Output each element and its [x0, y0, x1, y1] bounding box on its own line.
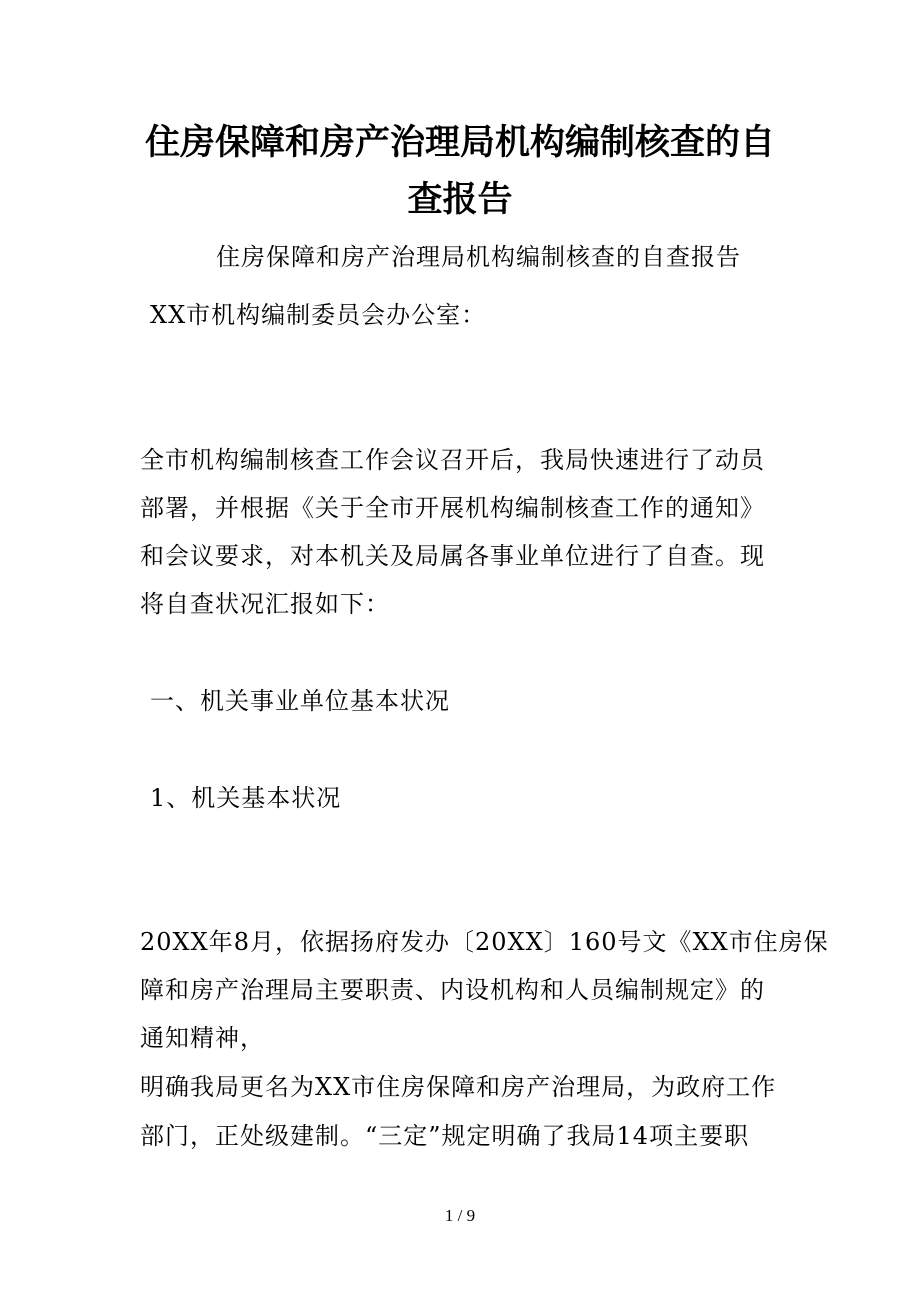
paragraph-2-line-1: 20XX年8月，依据扬府发办〔20XX〕160号文《XX市住房保: [140, 928, 829, 956]
page-number: 1 / 9: [444, 1206, 476, 1225]
document-title-line-1: 住房保障和房产治理局机构编制核查的自: [144, 123, 775, 163]
section-heading: 一、机关事业单位基本状况: [150, 687, 450, 715]
paragraph-3-line-1: 明确我局更名为XX市住房保障和房产治理局，为政府工作: [140, 1073, 777, 1101]
subsection-heading: 1、机关基本状况: [150, 784, 342, 812]
paragraph-1-line-3: 和会议要求，对本机关及局属各事业单位进行了自查。现: [140, 542, 765, 570]
document-title-line-2: 查报告: [407, 180, 513, 220]
paragraph-2-line-2: 障和房产治理局主要职责、内设机构和人员编制规定》的: [140, 976, 765, 1004]
paragraph-1-line-4: 将自查状况汇报如下：: [140, 590, 390, 618]
addressee-line: XX市机构编制委员会办公室：: [150, 301, 487, 329]
paragraph-3-line-2: 部门，正处级建制。“三定”规定明确了我局14项主要职: [140, 1122, 750, 1150]
document-subtitle: 住房保障和房产治理局机构编制核查的自查报告: [216, 243, 741, 271]
paragraph-1-line-1: 全市机构编制核查工作会议召开后，我局快速进行了动员: [140, 446, 765, 474]
paragraph-2-line-3: 通知精神，: [140, 1024, 265, 1052]
paragraph-1-line-2: 部署，并根据《关于全市开展机构编制核查工作的通知》: [140, 494, 765, 522]
